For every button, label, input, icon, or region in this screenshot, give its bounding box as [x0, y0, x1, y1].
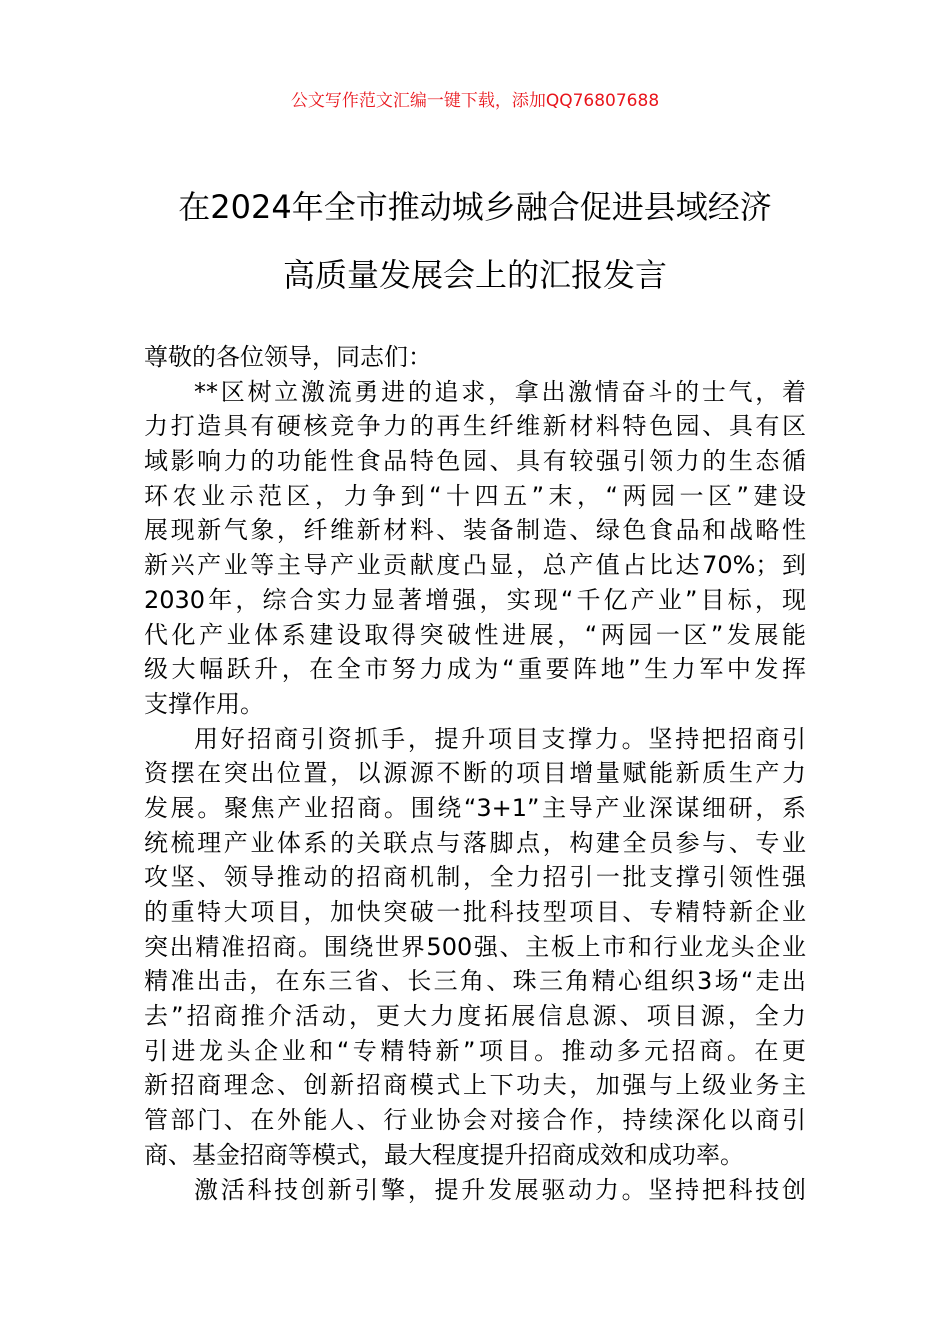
paragraph-line: 商、基金招商等模式，最大程度提升招商成效和成功率。: [144, 1140, 744, 1169]
paragraph-line: 攻坚、领导推动的招商机制，全力招引一批支撑引领性强: [144, 863, 806, 892]
document-title-line-1: 在2024年全市推动城乡融合促进县域经济: [178, 188, 772, 226]
paragraph-line: 统梳理产业体系的关联点与落脚点，构建全员参与、专业: [144, 828, 806, 857]
paragraph-line: 新兴产业等主导产业贡献度凸显，总产值占比达70%；到: [144, 551, 806, 580]
salutation: 尊敬的各位领导，同志们：: [144, 343, 432, 371]
paragraph-line: 级大幅跃升，在全市努力成为“重要阵地”生力军中发挥: [144, 655, 806, 684]
document-body: [144, 340, 806, 1207]
download-banner: 公文写作范文汇编一键下载，添加QQ76807688: [290, 91, 660, 111]
paragraph-line: 发展。聚焦产业招商。围绕“3+1”主导产业深谋细研，系: [144, 793, 806, 822]
paragraph: [144, 1173, 806, 1208]
paragraph-line: 精准出击，在东三省、长三角、珠三角精心组织3场“走出: [144, 967, 806, 996]
paragraph-line: 展现新气象，纤维新材料、装备制造、绿色食品和战略性: [144, 516, 806, 545]
paragraph-line: 的重特大项目，加快突破一批科技型项目、专精特新企业: [144, 898, 806, 926]
paragraph: [144, 375, 806, 722]
paragraph-line: 新招商理念、创新招商模式上下功夫，加强与上级业务主: [144, 1071, 806, 1100]
paragraph-line: **区树立激流勇进的追求，拿出激情奋斗的士气，着: [194, 377, 806, 406]
paragraph-line: 环农业示范区，力争到“十四五”末，“两园一区”建设: [144, 481, 806, 510]
paragraph-line: 资摆在突出位置，以源源不断的项目增量赋能新质生产力: [144, 759, 806, 788]
paragraph-line: 用好招商引资抓手，提升项目支撑力。坚持把招商引: [194, 724, 806, 753]
paragraph-line: 2030年，综合实力显著增强，实现“千亿产业”目标，现: [144, 585, 806, 614]
paragraph-line: 突出精准招商。围绕世界500强、主板上市和行业龙头企业: [144, 932, 806, 961]
paragraph-line: 域影响力的功能性食品特色园、具有较强引领力的生态循: [144, 447, 806, 476]
paragraph-line: 激活科技创新引擎，提升发展驱动力。坚持把科技创: [194, 1175, 806, 1204]
paragraph-line: 代化产业体系建设取得突破性进展，“两园一区”发展能: [144, 620, 806, 649]
paragraph: [144, 722, 806, 1173]
paragraph-line: 去”招商推介活动，更大力度拓展信息源、项目源，全力: [144, 1002, 806, 1031]
document-title-line-2: 高质量发展会上的汇报发言: [282, 256, 667, 294]
paragraph-line: 管部门、在外能人、行业协会对接合作，持续深化以商引: [144, 1106, 806, 1135]
paragraph-line: 支撑作用。: [144, 689, 264, 718]
paragraph-line: 力打造具有硬核竞争力的再生纤维新材料特色园、具有区: [144, 412, 806, 441]
paragraph-line: 引进龙头企业和“专精特新”项目。推动多元招商。在更: [144, 1036, 806, 1065]
